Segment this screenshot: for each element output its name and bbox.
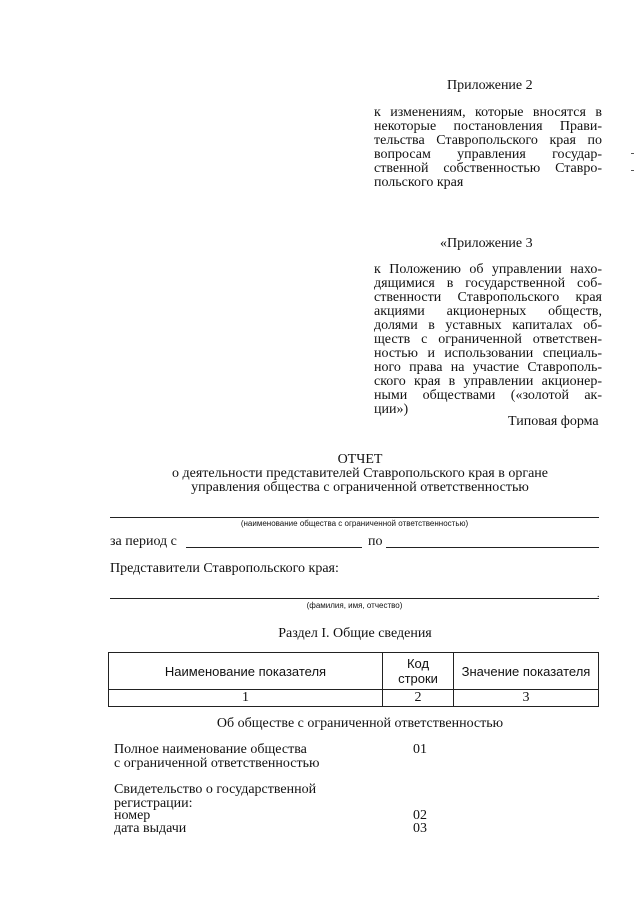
appendix-3-line: долями в уставных капиталах об- — [374, 318, 602, 333]
report-subtitle: о деятельности представителей Ставропольского края в органе — [171, 466, 548, 481]
full-name-label: Полное наименование общества — [114, 742, 307, 757]
report-subtitle: управления общества с ограниченной ответственностью — [191, 480, 529, 495]
appendix-2-line: ственной собственностью Ставро- — [374, 161, 602, 176]
row-code: 03 — [413, 821, 427, 836]
number-label: номер — [114, 808, 151, 823]
row-code: 02 — [413, 808, 427, 823]
company-name-caption: (наименование общества с ограниченной ответственностью) — [240, 519, 469, 528]
period-to-label: по — [368, 534, 383, 549]
appendix-2-line: некоторые постановления Прави- — [374, 119, 602, 134]
appendix-3-line: ными обществами («золотой ак- — [374, 388, 602, 403]
issue-date-label: дата выдачи — [114, 821, 187, 836]
representatives-caption: (фамилия, имя, отчество) — [306, 601, 403, 610]
registration-label: Свидетельство о государственной — [114, 782, 317, 797]
header-indicator-name: Наименование показателя — [109, 653, 383, 690]
appendix-3-line: акциями акционерных обществ, — [374, 304, 602, 319]
appendix-2-line: вопросам управления государ- — [374, 147, 602, 162]
indicators-table — [108, 652, 599, 707]
appendix-3-line: ского края в управлении акционер- — [374, 374, 602, 389]
registration-label: регистрации: — [114, 796, 193, 811]
header-indicator-value: Значение показателя — [454, 653, 599, 690]
company-name-field[interactable] — [110, 517, 599, 518]
column-number: 3 — [454, 690, 599, 707]
period-from-label: за период с — [110, 534, 177, 549]
column-number: 1 — [109, 690, 383, 707]
row-code: 01 — [413, 742, 427, 757]
appendix-3-line: ции») — [374, 402, 409, 417]
appendix-2-line: тельства Ставропольского края по — [374, 133, 602, 148]
period-from-field[interactable] — [186, 547, 362, 548]
appendix-3-line: ного права на участие Ставрополь- — [374, 360, 602, 375]
appendix-3-line: ственности Ставропольского края — [374, 290, 602, 305]
report-title: ОТЧЕТ — [337, 452, 383, 467]
representatives-label: Представители Ставропольского края: — [110, 561, 339, 576]
period-to-field[interactable] — [386, 547, 599, 548]
scan-mark — [631, 153, 634, 154]
full-name-label: с ограниченной ответственностью — [114, 756, 320, 771]
about-title: Об обществе с ограниченной ответственностью — [216, 716, 504, 731]
dot-mark: . — [597, 589, 600, 600]
appendix-2-line: к изменениям, которые вносятся в — [374, 105, 602, 120]
column-number: 2 — [383, 690, 454, 707]
appendix-3-line: к Положению об управлении нахо- — [374, 262, 602, 277]
scan-mark — [631, 170, 634, 171]
appendix-3-line: ностью и использовании специаль- — [374, 346, 602, 361]
appendix-3-line: ществ с ограниченной ответствен- — [374, 332, 602, 347]
appendix-2-line: польского края — [374, 175, 464, 190]
section-1-title: Раздел I. Общие сведения — [278, 626, 432, 641]
representatives-field[interactable] — [110, 598, 599, 599]
appendix-3-title: «Приложение 3 — [440, 236, 533, 251]
appendix-3-line: дящимися в государственной соб- — [374, 276, 602, 291]
header-row-code: Код строки — [383, 653, 454, 690]
form-type-label: Типовая форма — [508, 414, 599, 429]
appendix-2-title: Приложение 2 — [447, 78, 533, 93]
